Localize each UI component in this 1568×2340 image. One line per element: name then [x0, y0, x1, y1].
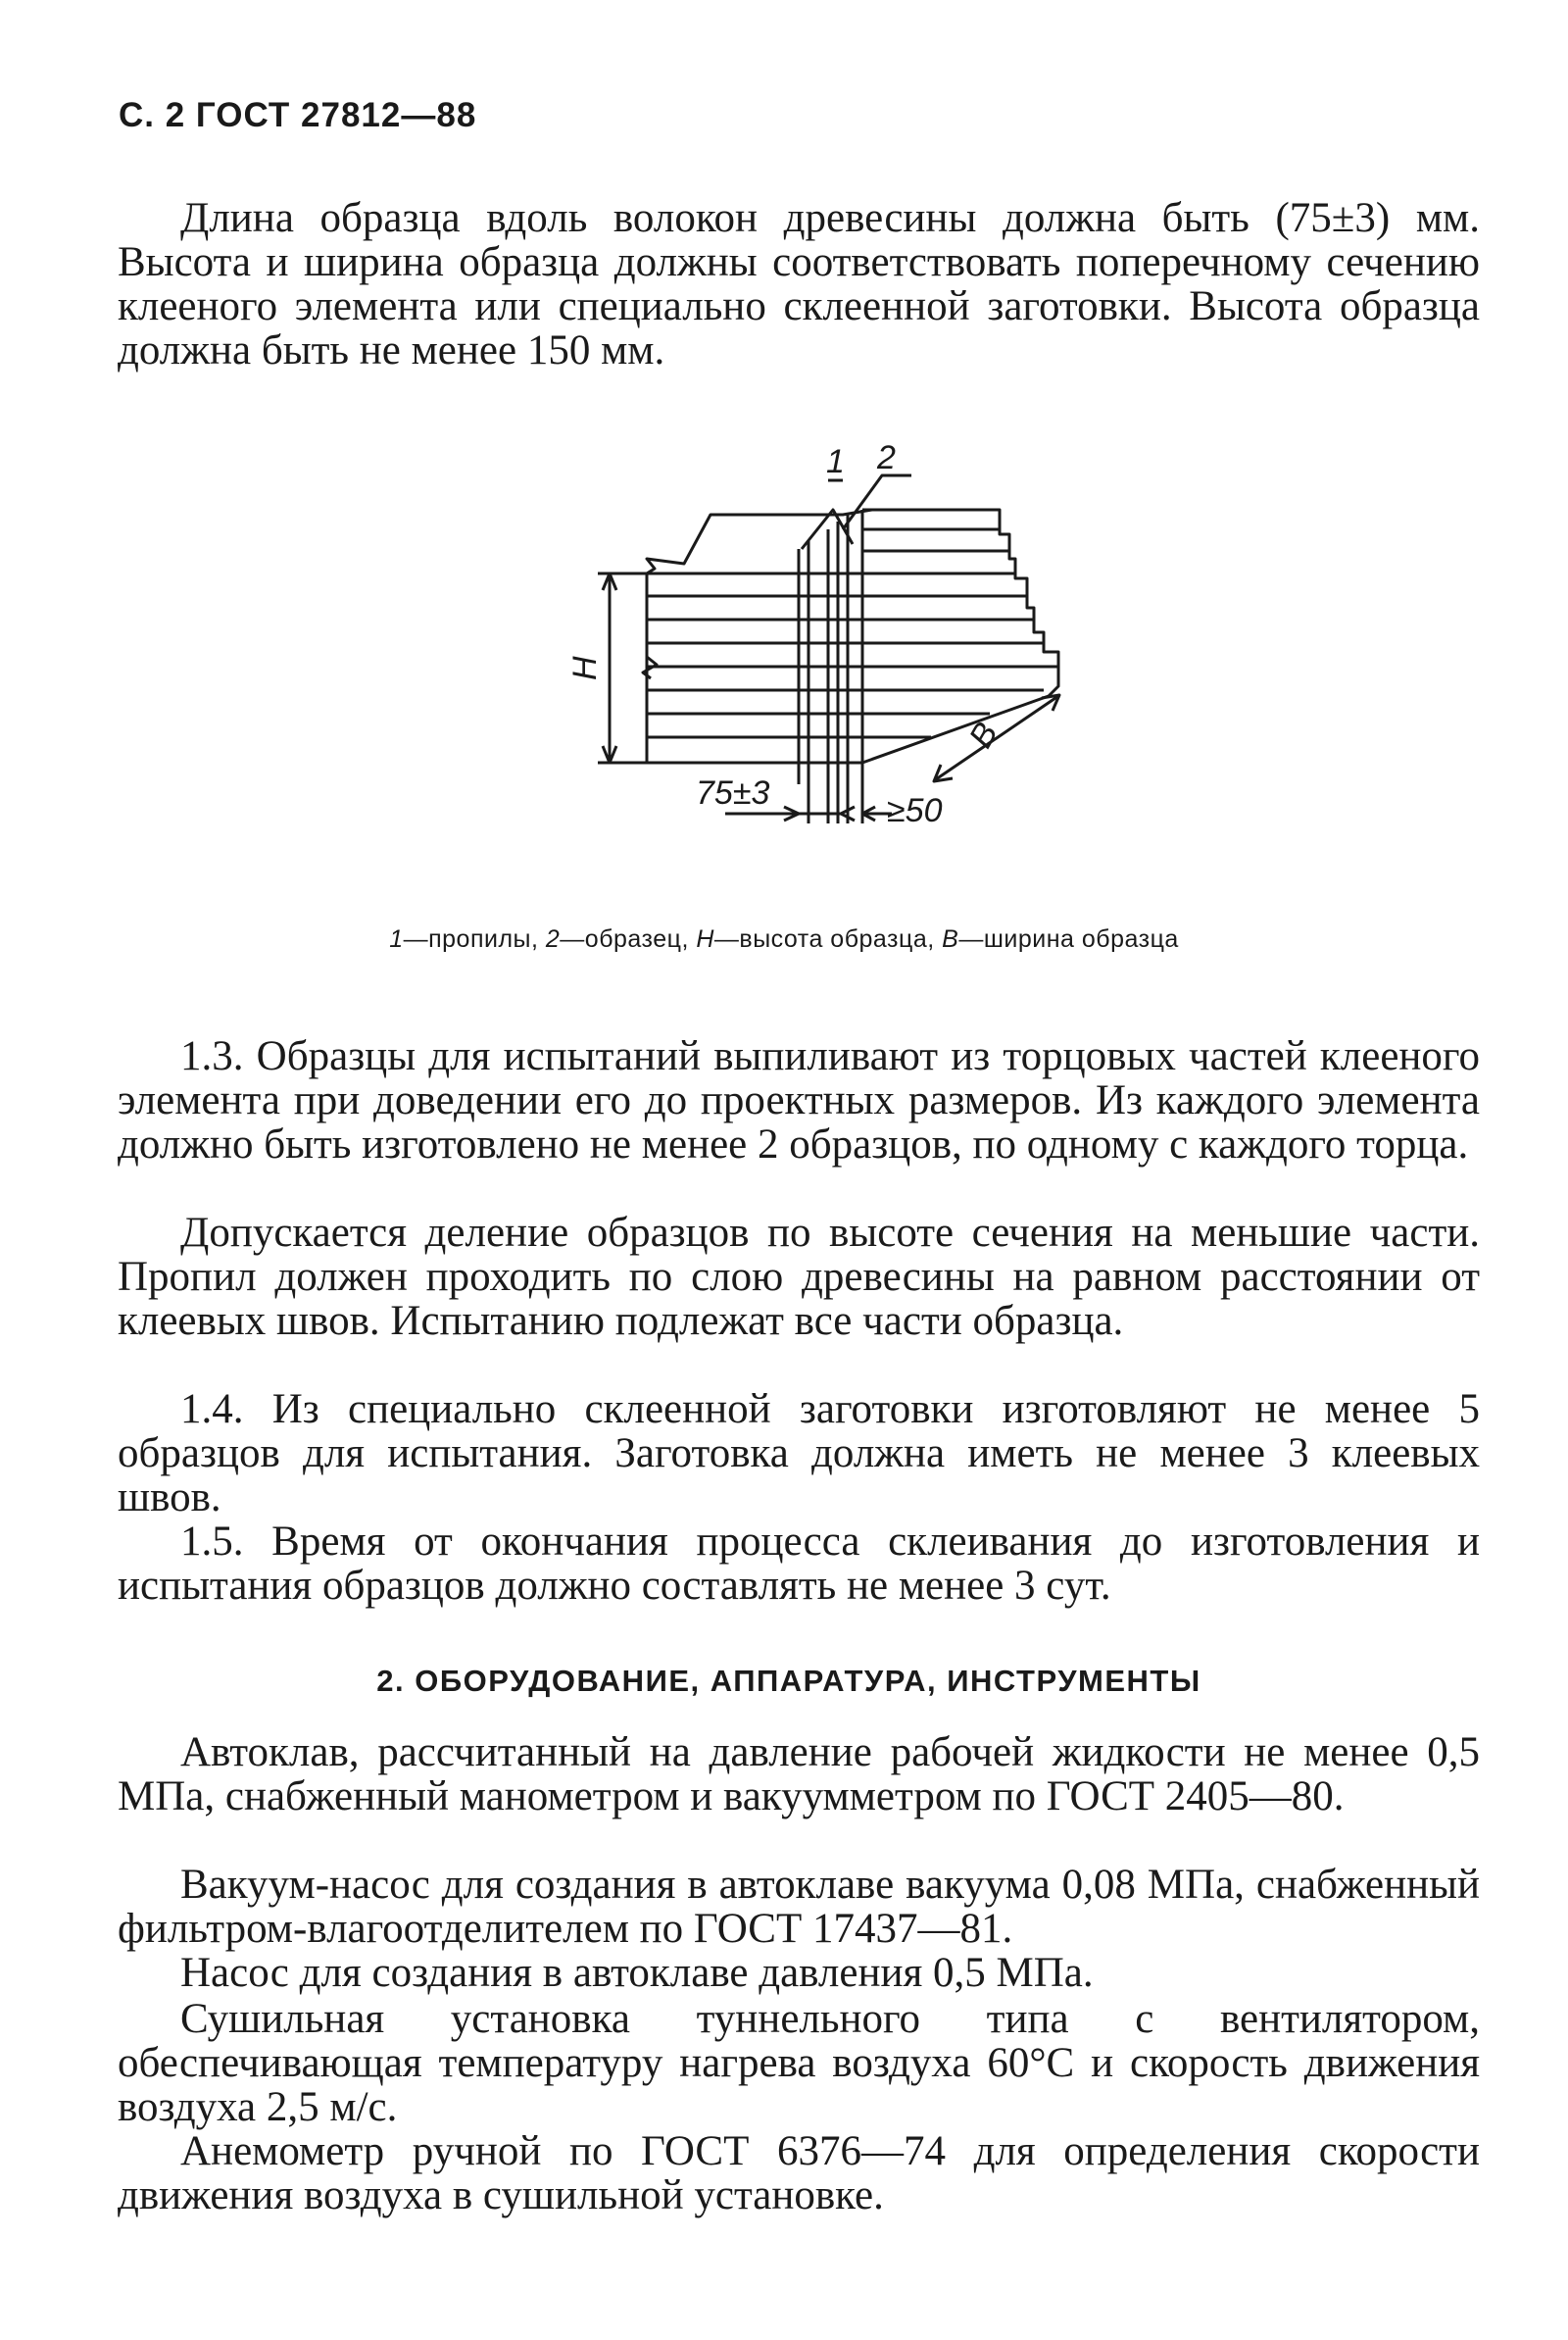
label-width: B [961, 716, 1005, 755]
specimen-drawing [549, 412, 1098, 872]
equipment-item: Вакуум-насос для создания в автоклаве вакуума 0,08 МПа, снабженный фильтром-влагоотделителем по ГОСТ 17437—81. [118, 1862, 1480, 1952]
clause-1-3-continued: Допускается деление образцов по высоте сечения на меньшие части. Пропил должен проходить по слою древесины на равном расстоянии от клеевых швов. Испытанию подлежат все части образца. [118, 1210, 1480, 1344]
label-saw-cut: 1 [826, 443, 845, 480]
figure-caption [323, 924, 1245, 954]
specimen-figure [549, 412, 1098, 872]
intro-paragraph: Длина образца вдоль волокон древесины должна быть (75±3) мм. Высота и ширина образца должны соответствовать поперечному сечению клееного элемента или специально склеенной заготовки. Высота образца должна быть не менее 150 мм. [118, 195, 1480, 373]
caption-text-b: —ширина образца [958, 925, 1179, 953]
label-length-dimension: 75±3 [696, 774, 770, 812]
caption-text-h: —высота образца, [713, 925, 943, 953]
label-height: H [566, 656, 604, 680]
stepped-end-face [862, 510, 1058, 763]
label-offset-dimension: ≥50 [887, 792, 943, 829]
clause-1-3: 1.3. Образцы для испытаний выпиливают из торцовых частей клееного элемента при доведении его до проектных размеров. Из каждого элемента должно быть изготовлено не менее 2 образцов, по одному с каждого торца. [118, 1033, 1480, 1168]
equipment-item: Анемометр ручной по ГОСТ 6376—74 для определения скорости движения воздуха в сушильной установке. [118, 2128, 1480, 2218]
block-top-surface [647, 510, 1000, 573]
caption-key-b: B [942, 925, 959, 953]
equipment-item: Сушильная установка туннельного типа с вентилятором, обеспечивающая температуру нагрева воздуха 60°С и скорость движения воздуха 2,5 м/с. [118, 1996, 1480, 2130]
caption-text-2: —образец, [560, 925, 697, 953]
caption-key-2: 2 [545, 925, 561, 953]
clause-1-5: 1.5. Время от окончания процесса склеивания до изготовления и испытания образцов должно составлять не менее 3 сут. [118, 1519, 1480, 1609]
section-2-title: 2. ОБОРУДОВАНИЕ, АППАРАТУРА, ИНСТРУМЕНТЫ [376, 1664, 1201, 1698]
caption-key-1: 1 [389, 925, 404, 953]
leader-line-2 [843, 475, 911, 529]
caption-key-h: H [696, 925, 714, 953]
equipment-item: Автоклав, рассчитанный на давление рабочей жидкости не менее 0,5 МПа, снабженный манометром и вакуумметром по ГОСТ 2405—80. [118, 1729, 1480, 1819]
equipment-item: Насос для создания в автоклаве давления 0,5 МПа. [180, 1950, 1094, 1996]
caption-text-1: —пропилы, [403, 925, 546, 953]
page-header: С. 2 ГОСТ 27812—88 [119, 96, 477, 134]
label-sample: 2 [877, 439, 896, 476]
clause-1-4: 1.4. Из специально склеенной заготовки изготовляют не менее 5 образцов для испытания. Заготовка должна иметь не менее 3 клеевых швов. [118, 1386, 1480, 1520]
